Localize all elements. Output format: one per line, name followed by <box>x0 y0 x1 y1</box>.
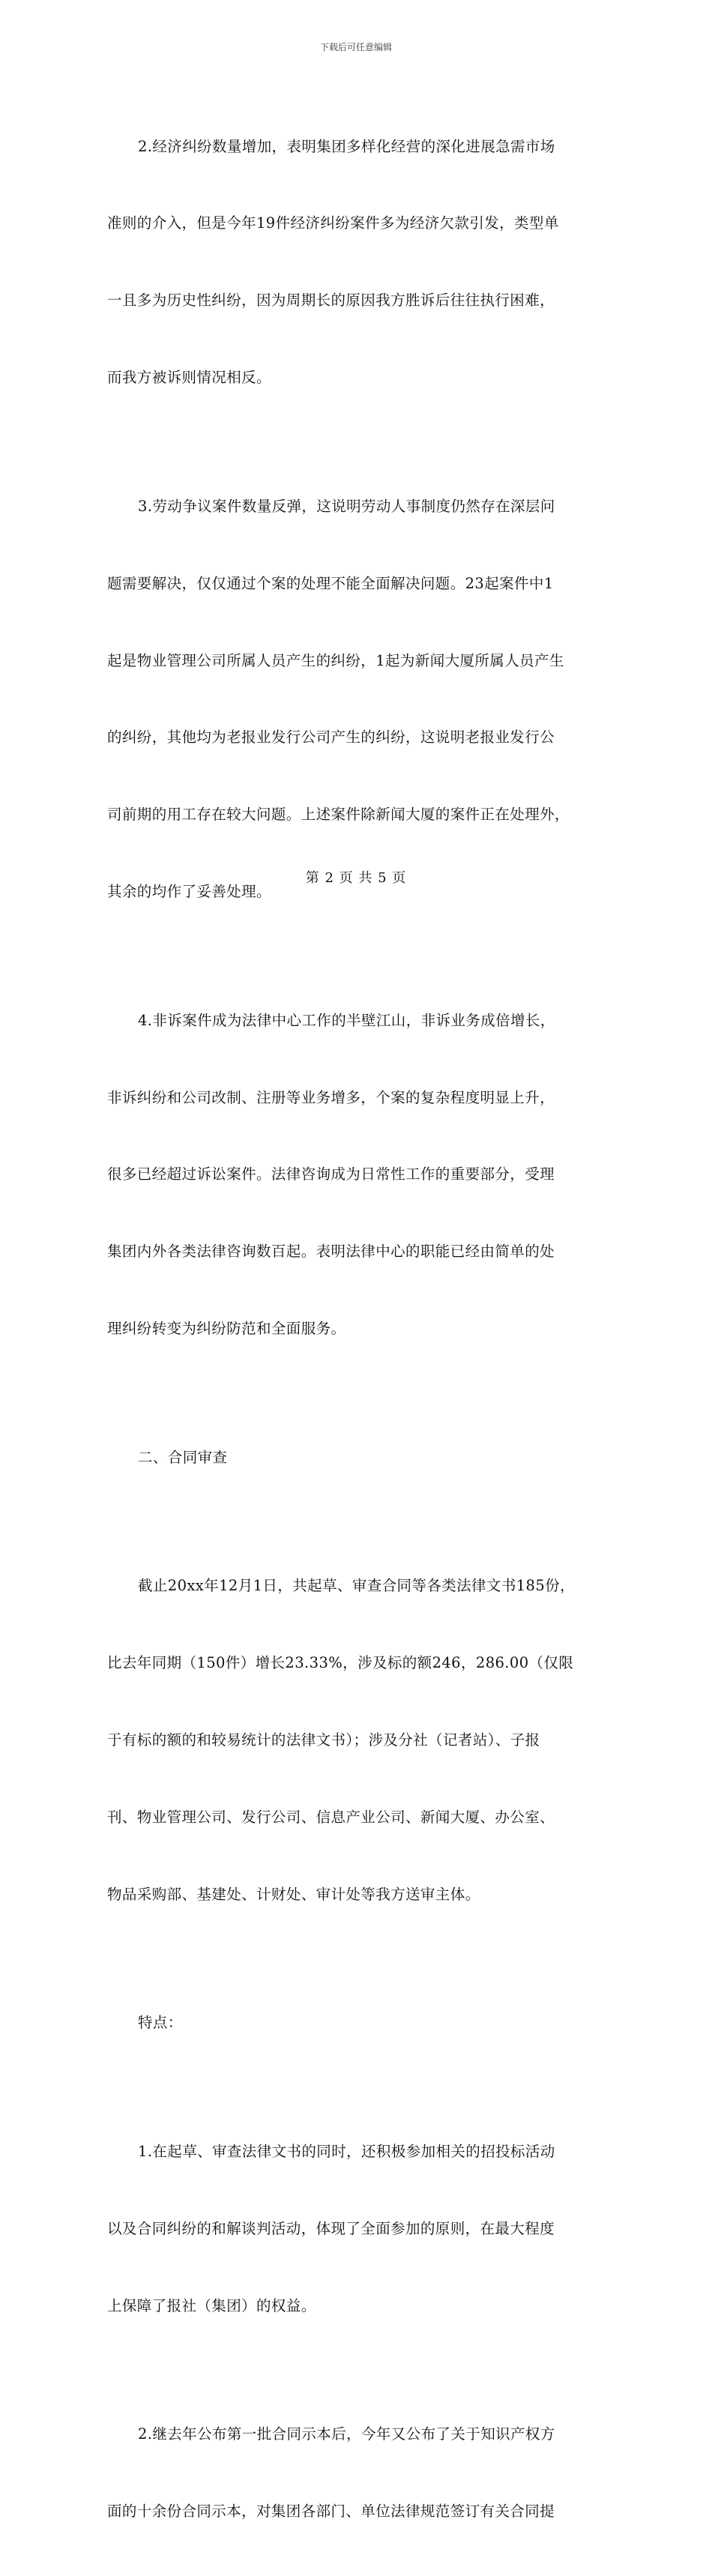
text-line: 很多已经超过诉讼案件。法律咨询成为日常性工作的重要部分，受理 <box>107 1165 555 1183</box>
paragraph-contract-statistics <box>107 1522 632 1959</box>
paragraph-feature-2 <box>107 2370 632 2575</box>
text-line: 上保障了报社（集团）的权益。 <box>107 2296 316 2314</box>
text-line: 截止20xx年12月1日，共起草、审查合同等各类法律文书185份， <box>138 1577 575 1595</box>
page-header: 下载后可任意编辑 <box>319 42 392 52</box>
text-line: 集团内外各类法律咨询数百起。表明法律中心的职能已经由简单的处 <box>107 1243 555 1261</box>
text-line: 司前期的用工存在较大问题。上述案件除新闻大厦的案件正在处理外， <box>107 806 570 824</box>
section-heading-contract-review <box>107 1393 632 1521</box>
text-line: 理纠纷转变为纠纷防范和全面服务。 <box>107 1320 346 1338</box>
text-line: 1.在起草、审查法律文书的同时，还积极参加相关的招投标活动 <box>138 2142 555 2160</box>
text-line: 物品采购部、基建处、计财处、审计处等我方送审主体。 <box>107 1885 480 1903</box>
text-line: 一且多为历史性纠纷，因为周期长的原因我方胜诉后往往执行困难， <box>107 292 555 310</box>
text-line: 而我方被诉则情况相反。 <box>107 369 271 387</box>
text-line: 题需要解决，仅仅通过个案的处理不能全面解决问题。23起案件中1 <box>107 574 554 592</box>
text-line: 的纠纷，其他均为老报业发行公司产生的纠纷，这说明老报业发行公 <box>107 729 555 746</box>
text-line: 起是物业管理公司所属人员产生的纠纷，1起为新闻大厦所属人员产生 <box>107 651 564 669</box>
text-line: 刊、物业管理公司、发行公司、信息产业公司、新闻大厦、办公室、 <box>107 1808 555 1826</box>
text-line: 于有标的额的和较易统计的法律文书）；涉及分社（记者站）、子报 <box>107 1731 540 1749</box>
text-line: 非诉纠纷和公司改制、注册等业务增多，个案的复杂程度明显上升， <box>107 1088 555 1106</box>
page-footer: 第 2 页 共 5 页 <box>305 870 407 886</box>
text-line: 其余的均作了妥善处理。 <box>107 883 271 901</box>
text-line: 比去年同期（150件）增长23.33%，涉及标的额246，286.00（仅限 <box>107 1654 574 1672</box>
text-line: 2.经济纠纷数量增加，表明集团多样化经营的深化进展急需市场 <box>138 137 555 155</box>
section-heading-text: 二、合同审查 <box>138 1448 228 1466</box>
text-line: 4.非诉案件成为法律中心工作的半壁江山，非诉业务成倍增长， <box>138 1011 555 1029</box>
paragraph-economic-disputes <box>107 82 632 442</box>
paragraph-non-litigation <box>107 956 632 1393</box>
document-body <box>107 82 632 2576</box>
features-heading <box>107 1959 632 2087</box>
text-line: 面的十余份合同示本，对集团各部门、单位法律规范签订有关合同提 <box>107 2502 555 2520</box>
text-line: 2.继去年公布第一批合同示本后，今年又公布了关于知识产权方 <box>138 2425 555 2443</box>
paragraph-feature-1 <box>107 2087 632 2370</box>
features-heading-text: 特点： <box>138 2014 183 2032</box>
text-line: 准则的介入，但是今年19件经济纠纷案件多为经济欠款引发，类型单 <box>107 214 559 232</box>
text-line: 3.劳动争议案件数量反弹，这说明劳动人事制度仍然存在深层问 <box>138 497 555 515</box>
text-line: 以及合同纠纷的和解谈判活动，体现了全面参加的原则，在最大程度 <box>107 2219 555 2237</box>
